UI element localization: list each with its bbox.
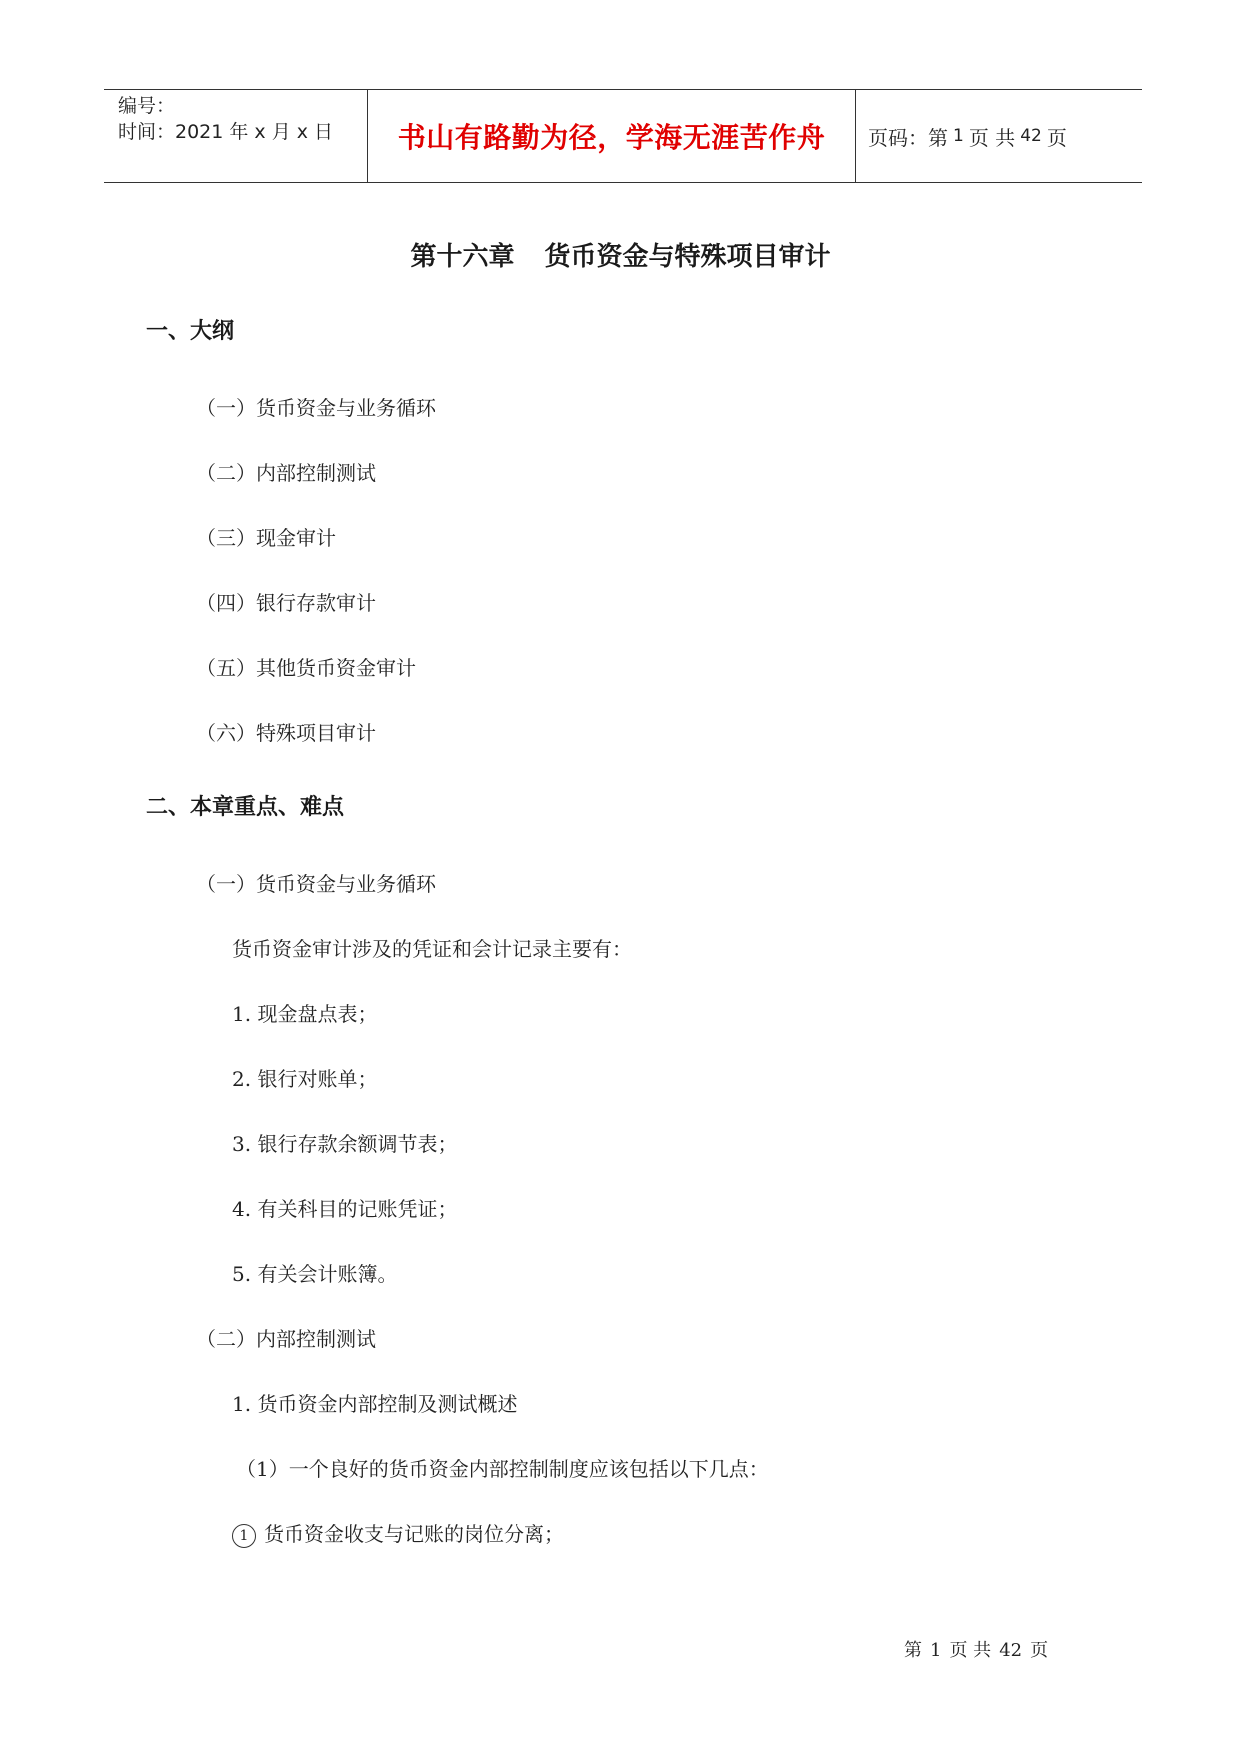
section-heading-outline: 一、大纲 (146, 319, 235, 344)
footer-current: 1 (930, 1640, 942, 1661)
subsection-heading: （二）内部控制测试 (196, 1327, 376, 1351)
outline-item: （二）内部控制测试 (196, 461, 376, 485)
outline-item: （四）银行存款审计 (196, 591, 376, 615)
record-item: 5. 有关会计账簿。 (232, 1262, 398, 1286)
header-page-prefix: 页码：第 (868, 125, 948, 150)
header-page-cell (856, 90, 1142, 182)
record-item: 3. 银行存款余额调节表； (232, 1132, 458, 1156)
chapter-name: 货币资金与特殊项目审计 (544, 242, 831, 272)
header-motto-cell (368, 90, 856, 182)
record-item: 4. 有关科目的记账凭证； (232, 1197, 458, 1221)
footer-mid: 页 共 (949, 1640, 992, 1661)
record-item: 2. 银行对账单； (232, 1067, 378, 1091)
header-page-mid: 页 共 (968, 125, 1016, 150)
outline-item: （六）特殊项目审计 (196, 721, 376, 745)
chapter-title (0, 236, 1241, 273)
header-meta-cell (104, 90, 368, 182)
outline-item: （五）其他货币资金审计 (196, 656, 416, 680)
outline-item: （三）现金审计 (196, 526, 336, 550)
footer-suffix: 页 (1030, 1640, 1049, 1661)
document-time-label: 时间：2021 年 x 月 x 日 (118, 121, 334, 143)
numbered-item: 1. 货币资金内部控制及测试概述 (232, 1392, 518, 1416)
outline-item: （一）货币资金与业务循环 (196, 396, 436, 420)
header-page-total: 42 (1020, 126, 1042, 146)
circled-item-text: 货币资金收支与记账的岗位分离； (264, 1522, 564, 1546)
motto-text: 书山有路勤为径，学海无涯苦作舟 (397, 121, 826, 154)
header-page-suffix: 页 (1046, 125, 1067, 150)
paragraph-intro: 货币资金审计涉及的凭证和会计记录主要有： (232, 937, 632, 961)
chapter-number: 第十六章 (410, 242, 515, 272)
footer-prefix: 第 (904, 1640, 922, 1661)
circled-number: 1 (232, 1524, 256, 1548)
circled-item (232, 1518, 564, 1548)
header-table (104, 89, 1142, 183)
document-number-label: 编号： (118, 95, 176, 117)
section-heading-key-points: 二、本章重点、难点 (146, 795, 345, 820)
point-item: （1）一个良好的货币资金内部控制制度应该包括以下几点： (236, 1457, 769, 1481)
subsection-heading: （一）货币资金与业务循环 (196, 872, 436, 896)
header-page-current: 1 (953, 126, 964, 146)
footer-total: 42 (999, 1640, 1023, 1661)
page-footer (904, 1636, 1056, 1662)
record-item: 1. 现金盘点表； (232, 1002, 378, 1026)
